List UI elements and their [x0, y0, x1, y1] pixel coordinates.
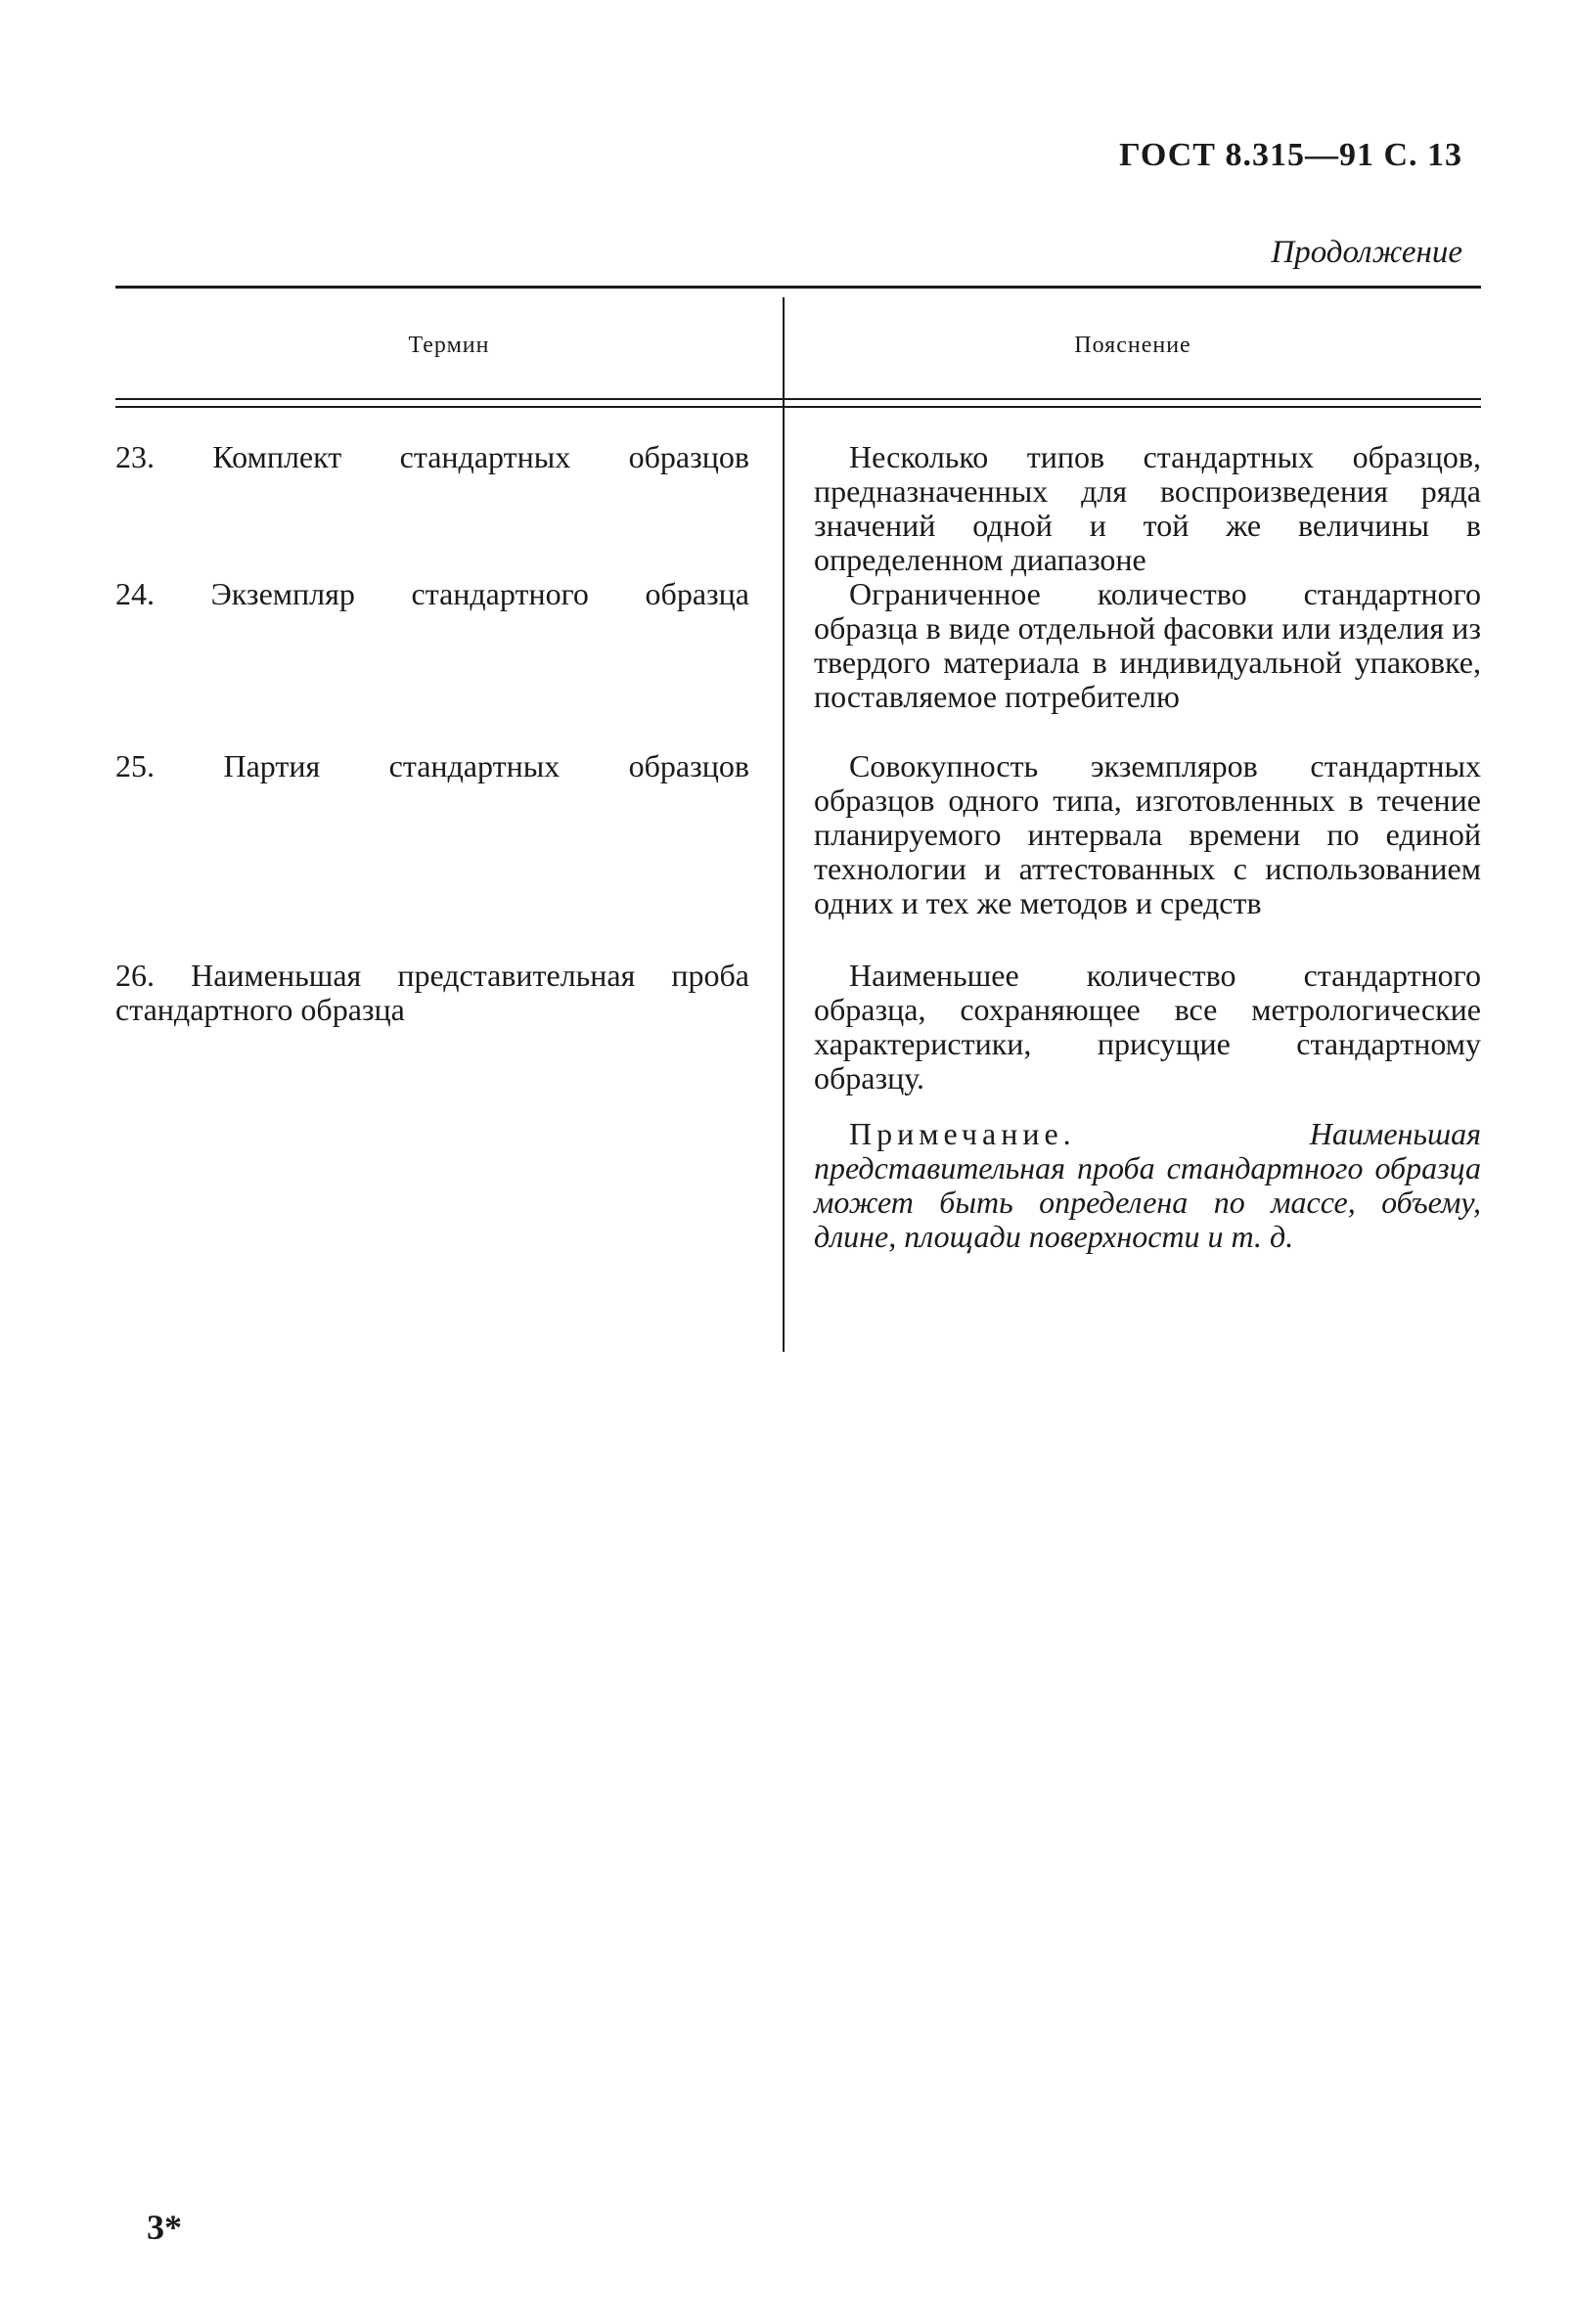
table-note [814, 1117, 1481, 1254]
column-header-term: Термин [408, 333, 490, 358]
continuation-label: Продолжение [1271, 235, 1462, 270]
term-number: 26. [115, 958, 155, 993]
explanation-cell [814, 577, 1481, 714]
header-double-rule-top [115, 398, 1481, 400]
table-header-row [115, 333, 1481, 381]
explanation-text: Совокупность экземпляров стандартных образцов одного типа, изготовленных в течение планируемого интервала времени по единой технологии и аттестованных с использованием одних и тех же методов и средств [814, 748, 1481, 920]
header-double-rule-bottom [115, 406, 1481, 408]
term-cell [115, 749, 749, 783]
term-text: Экземпляр стандартного образца [210, 576, 750, 611]
term-number: 23. [115, 439, 155, 474]
note-text: Наименьшая представительная проба стандартного образца может быть определена по массе, объему, длине, площади поверхности и т. д. [814, 1116, 1481, 1254]
explanation-cell [814, 749, 1481, 920]
explanation-cell [814, 440, 1481, 577]
signature-mark: 3* [147, 2208, 182, 2247]
term-cell [115, 959, 749, 1027]
explanation-text: Ограниченное количество стандартного образца в виде отдельной фасовки или изделия из твердого материала в индивидуальной упаковке, поставляемое потребителю [814, 576, 1481, 714]
term-number: 25. [115, 748, 155, 783]
term-cell [115, 440, 749, 474]
term-text: Комплект стандартных образцов [212, 439, 749, 474]
column-divider [783, 297, 785, 1352]
explanation-cell [814, 959, 1481, 1095]
term-number: 24. [115, 576, 155, 611]
column-header-explanation: Пояснение [1074, 333, 1191, 358]
page-header: ГОСТ 8.315—91 С. 13 [1119, 137, 1462, 173]
table-top-rule [115, 286, 1481, 289]
note-label: Примечание. [849, 1116, 1076, 1151]
term-cell [115, 577, 749, 611]
term-text: Партия стандартных образцов [223, 748, 750, 783]
explanation-text: Наименьшее количество стандартного образца, сохраняющее все метрологические характеристики, присущие стандартному образцу. [814, 958, 1481, 1095]
term-text: Наименьшая представительная проба стандартного образца [115, 958, 750, 1027]
explanation-text: Несколько типов стандартных образцов, предназначенных для воспроизведения ряда значений одной и той же величины в определенном диапазоне [814, 439, 1481, 577]
